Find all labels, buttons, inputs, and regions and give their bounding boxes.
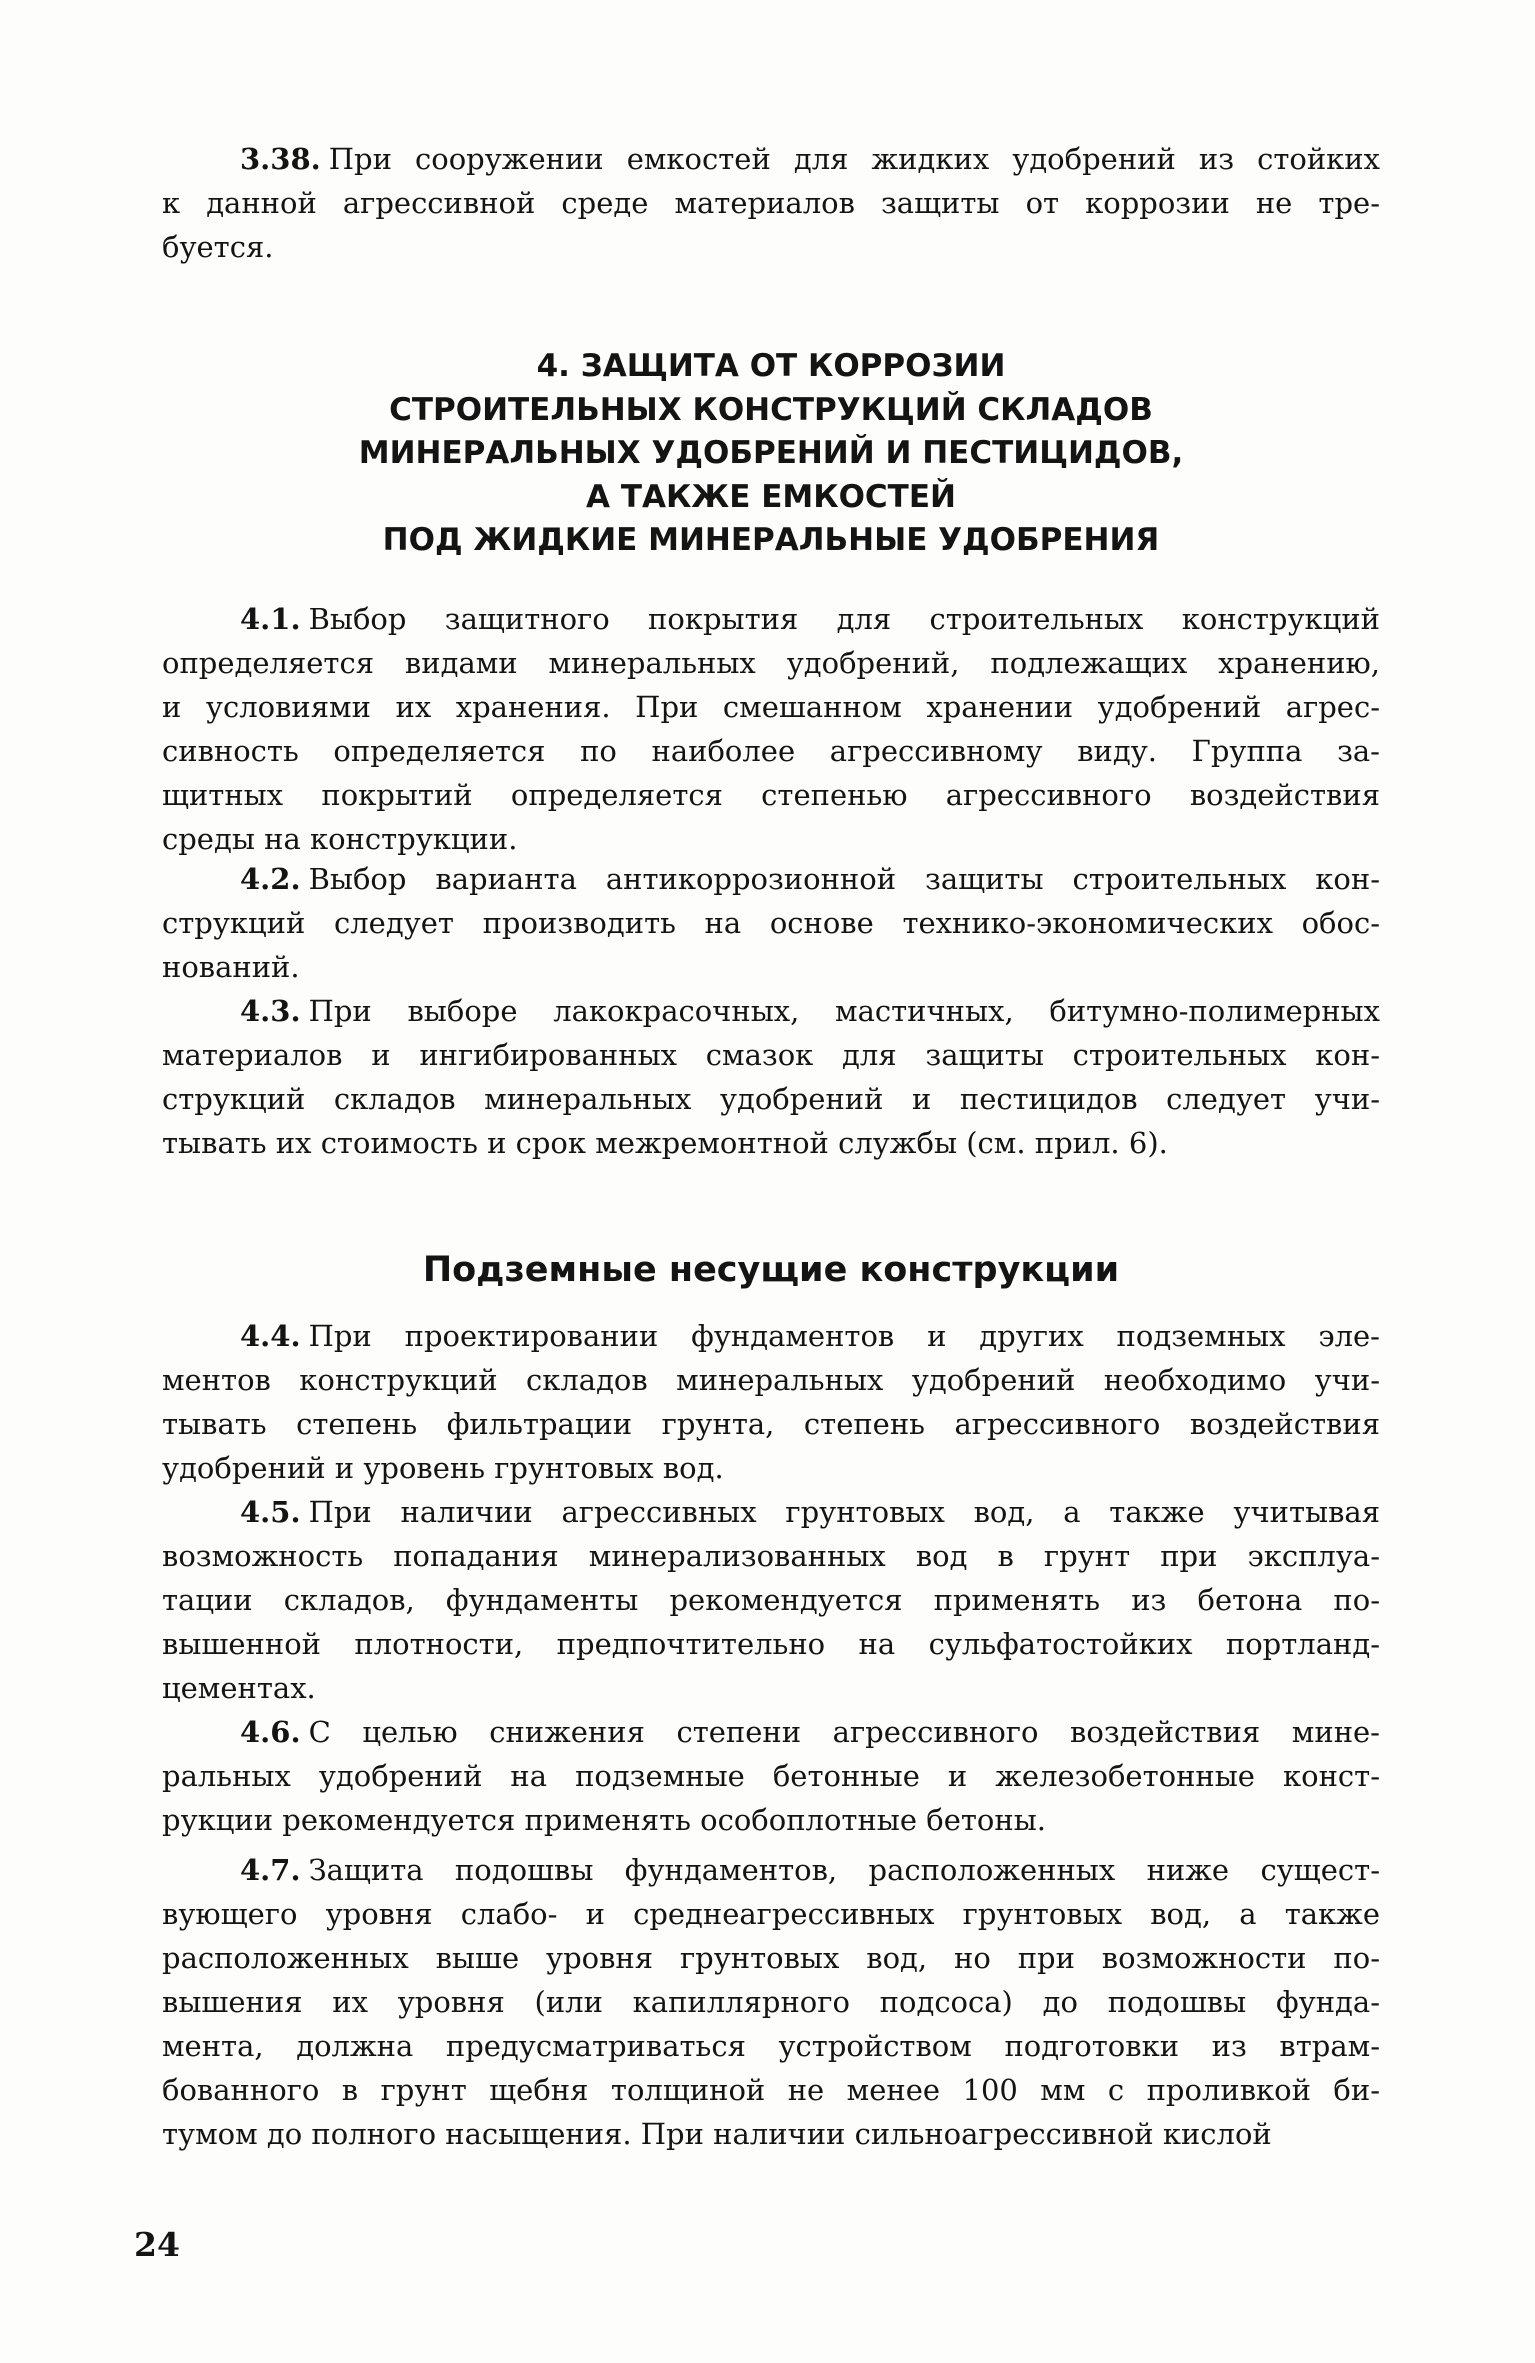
text-line: тумом до полного насыщения. При наличии сильноагрессивной кислой <box>162 2117 1272 2151</box>
text-line <box>162 989 1380 1033</box>
paragraph-number: 4.3. <box>240 994 301 1028</box>
text-line: тывать их стоимость и срок межремонтной службы (см. прил. 6). <box>162 1126 1168 1160</box>
paragraph <box>162 989 1380 1165</box>
paragraph <box>162 597 1380 861</box>
paragraph <box>162 857 1380 989</box>
text-line <box>162 1848 1380 1892</box>
paragraph-text: При наличии агрессивных грунтовых вод, а также учитывая <box>308 1495 1380 1529</box>
text-line <box>162 137 1380 181</box>
text-line: материалов и ингибированных смазок для защиты строительных кон- <box>162 1038 1380 1072</box>
paragraph-text: Выбор варианта антикоррозионной защиты строительных кон- <box>308 862 1380 896</box>
text-line: вышения их уровня (или капиллярного подсоса) до подошвы фунда- <box>162 1985 1380 2019</box>
page-number: 24 <box>134 2225 180 2264</box>
text-line: мента, должна предусматриваться устройством подготовки из втрам- <box>162 2029 1380 2063</box>
paragraph <box>162 1848 1380 2156</box>
paragraph-text: С целью снижения степени агрессивного воздействия мине- <box>308 1715 1380 1749</box>
text-line: вующего уровня слабо- и среднеагрессивных грунтовых вод, а также <box>162 1897 1380 1931</box>
paragraph-number: 4.2. <box>240 862 301 896</box>
text-line: бованного в грунт щебня толщиной не менее 100 мм с проливкой би- <box>162 2073 1380 2107</box>
heading-line: СТРОИТЕЛЬНЫХ КОНСТРУКЦИЙ СКЛАДОВ <box>389 391 1153 428</box>
paragraph-text: При выборе лакокрасочных, мастичных, битумно-полимерных <box>308 994 1380 1028</box>
paragraph-number: 4.6. <box>240 1715 301 1749</box>
heading-line: А ТАКЖЕ ЕМКОСТЕЙ <box>586 478 956 515</box>
text-line <box>162 1710 1380 1754</box>
paragraph <box>162 1710 1380 1842</box>
paragraph-text: При проектировании фундаментов и других подземных эле- <box>308 1319 1380 1353</box>
text-line: определяется видами минеральных удобрений, подлежащих хранению, <box>162 646 1380 680</box>
paragraph-number: 4.5. <box>240 1495 301 1529</box>
text-line: буется. <box>162 230 274 264</box>
text-line: сивность определяется по наиболее агрессивному виду. Группа за- <box>162 734 1380 768</box>
section-heading <box>162 345 1380 563</box>
text-line: расположенных выше уровня грунтовых вод, но при возможности по- <box>162 1941 1380 1975</box>
text-line: к данной агрессивной среде материалов защиты от коррозии не тре- <box>162 186 1380 220</box>
text-line <box>162 1314 1380 1358</box>
text-line: тывать степень фильтрации грунта, степень агрессивного воздействия <box>162 1407 1380 1441</box>
paragraph <box>162 1490 1380 1710</box>
paragraph <box>162 1314 1380 1490</box>
paragraph-number: 4.4. <box>240 1319 301 1353</box>
text-line: тации складов, фундаменты рекомендуется применять из бетона по- <box>162 1583 1380 1617</box>
section-subheading: Подземные несущие конструкции <box>422 1250 1120 1290</box>
text-line: ральных удобрений на подземные бетонные и железобетонные конст- <box>162 1759 1380 1793</box>
text-line: щитных покрытий определяется степенью агрессивного воздействия <box>162 778 1380 812</box>
text-line: среды на конструкции. <box>162 822 518 856</box>
text-line: возможность попадания минерализованных вод в грунт при эксплуа- <box>162 1539 1380 1573</box>
text-line: цементах. <box>162 1671 316 1705</box>
heading-line: МИНЕРАЛЬНЫХ УДОБРЕНИЙ И ПЕСТИЦИДОВ, <box>358 435 1184 471</box>
heading-line: 4. ЗАЩИТА ОТ КОРРОЗИИ <box>536 348 1006 384</box>
paragraph <box>162 137 1380 269</box>
paragraph-text: Выбор защитного покрытия для строительных конструкций <box>308 602 1380 636</box>
text-line <box>162 1490 1380 1534</box>
text-line: и условиями их хранения. При смешанном хранении удобрений агрес- <box>162 690 1380 724</box>
paragraph-text: Защита подошвы фундаментов, расположенных ниже сущест- <box>308 1853 1380 1887</box>
text-line: рукции рекомендуется применять особоплотные бетоны. <box>162 1803 1047 1837</box>
text-line: удобрений и уровень грунтовых вод. <box>162 1451 724 1485</box>
text-line: струкций следует производить на основе технико-экономических обос- <box>162 906 1380 940</box>
text-line <box>162 857 1380 901</box>
heading-line: ПОД ЖИДКИЕ МИНЕРАЛЬНЫЕ УДОБРЕНИЯ <box>382 522 1160 558</box>
paragraph-text: При сооружении емкостей для жидких удобрений из стойких <box>328 142 1380 176</box>
text-line: нований. <box>162 950 300 984</box>
paragraph-number: 4.1. <box>240 602 301 636</box>
paragraph-number: 3.38. <box>240 142 321 176</box>
text-line: вышенной плотности, предпочтительно на сульфатостойких портланд- <box>162 1627 1380 1661</box>
text-line: ментов конструкций складов минеральных удобрений необходимо учи- <box>162 1363 1380 1397</box>
text-line: струкций складов минеральных удобрений и пестицидов следует учи- <box>162 1082 1380 1116</box>
text-line <box>162 597 1380 641</box>
paragraph-number: 4.7. <box>240 1853 301 1887</box>
